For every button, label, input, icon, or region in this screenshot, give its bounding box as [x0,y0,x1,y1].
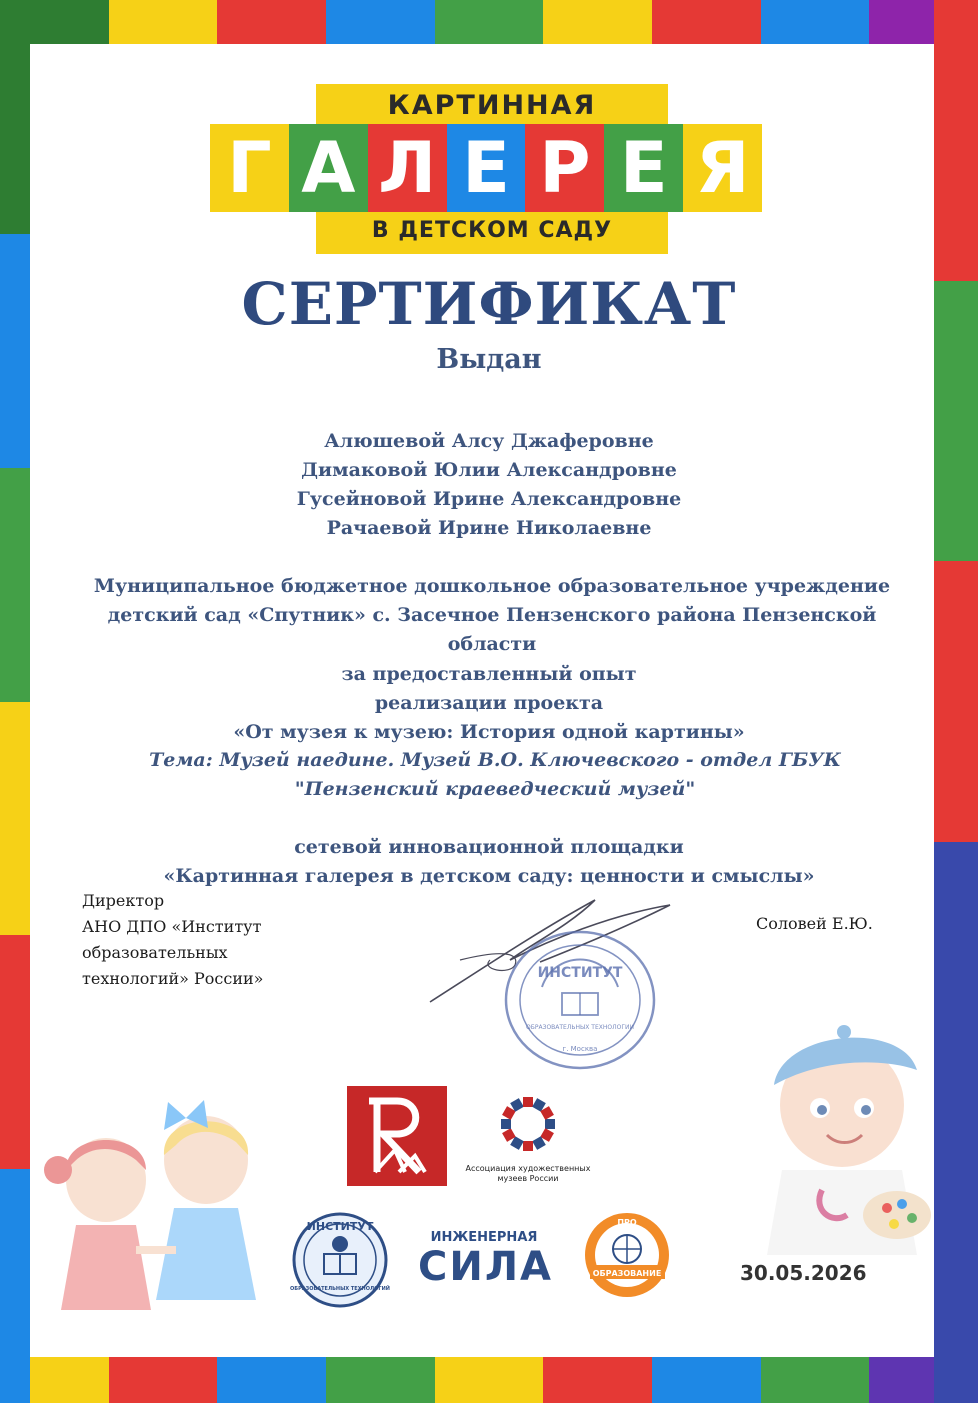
certificate-title: СЕРТИФИКАТ [241,270,737,338]
frame-segment [0,935,30,1169]
association-ring-segment [545,1119,555,1129]
logo-letter-tile: Л [368,124,447,212]
pro-logo-main: ОБРАЗОВАНИЕ [592,1269,662,1278]
museum-r-logo [347,1086,447,1186]
director-title [82,888,322,992]
frame-segment [435,1357,544,1403]
organization-name: Муниципальное бюджетное дошкольное образовательное учреждение детский сад «Спутник» с. Засечное Пензенского района Пензенской области [93,575,891,655]
reason-line: за предоставленный опыт [341,663,637,685]
frame-segment [109,1357,218,1403]
frame-segment [543,0,652,44]
logo-letter-tile: А [289,124,368,212]
issue-date: 30.05.2026 [740,1261,867,1285]
frame-segment [435,0,544,44]
frame-segment [326,1357,435,1403]
issued-label: Выдан [436,344,542,375]
reason-block [0,660,978,747]
gallery-logo-content [210,84,762,254]
stamp-icon [500,925,660,1075]
logo-letter-tile: Р [525,124,604,212]
frame-segment [934,0,978,281]
logo-tiles [210,124,762,212]
association-ring-segment [523,1141,533,1151]
pro-logo-top: ПРО [617,1218,637,1227]
topic-text: Тема: Музей наедине. Музей В.О. Ключевского - отдел ГБУК "Пензенский краеведческий музей" [149,749,841,800]
logo-letter-tile: Г [210,124,289,212]
stamp-center-text: ИНСТИТУТ [537,965,623,981]
frame-segment [652,1357,761,1403]
frame-top [0,0,978,44]
logo-letter-tile: Е [604,124,683,212]
institute-logo [290,1208,390,1313]
engineering-logo-top: ИНЖЕНЕРНАЯ [430,1230,538,1245]
logo-letter-tile: Е [447,124,526,212]
signer-name: Соловей Е.Ю. [756,914,873,933]
frame-segment [109,0,218,44]
frame-segment [326,0,435,44]
association-ring-segment [501,1119,511,1129]
frame-segment [934,1122,978,1403]
stamp-city: г. Москва [562,1045,598,1053]
frame-bottom [0,1357,978,1403]
reason-line: реализации проекта [374,692,604,714]
director-line: образовательных [82,943,228,962]
pro-education-logo [580,1205,675,1315]
children-illustration-icon [36,1100,296,1360]
recipient: Алюшевой Алсу Джаферовне [324,430,654,452]
director-line: АНО ДПО «Институт [82,917,262,936]
stamp-sub-text: ОБРАЗОВАТЕЛЬНЫХ ТЕХНОЛОГИЙ [526,1024,634,1031]
frame-segment [761,1357,870,1403]
recipient: Димаковой Юлии Александровне [301,459,677,481]
frame-segment [543,1357,652,1403]
director-line: технологий» России» [82,969,264,988]
network-name: «Картинная галерея в детском саду: ценности и смыслы» [163,865,815,887]
frame-segment [0,1169,30,1403]
logo-letter-tile: Я [683,124,762,212]
network-block [0,833,978,891]
frame-segment [652,0,761,44]
institute-logo-bottom: ОБРАЗОВАТЕЛЬНЫХ ТЕХНОЛОГИЙ [290,1286,390,1292]
boy-painter-illustration-icon [752,1010,934,1255]
logo-top-text: КАРТИННАЯ [387,90,597,121]
recipient: Гусейновой Ирине Александровне [296,488,682,510]
engineering-logo-main: СИЛА [418,1244,554,1290]
recipients-list [0,427,978,543]
frame-segment [217,1357,326,1403]
frame-segment [0,0,30,234]
network-line: сетевой инновационной площадки [294,836,684,858]
association-ring-segment [523,1097,533,1107]
frame-segment [217,0,326,44]
frame-segment [761,0,870,44]
logo-bottom-text: В ДЕТСКОМ САДУ [371,218,613,243]
association-name: Ассоциация художественных музеев России [465,1164,591,1183]
institute-logo-top: ИНСТИТУТ [306,1220,374,1233]
director-line: Директор [82,891,165,910]
project-name: «От музея к музею: История одной картины» [233,721,745,743]
recipient: Рачаевой Ирине Николаевне [326,517,652,539]
